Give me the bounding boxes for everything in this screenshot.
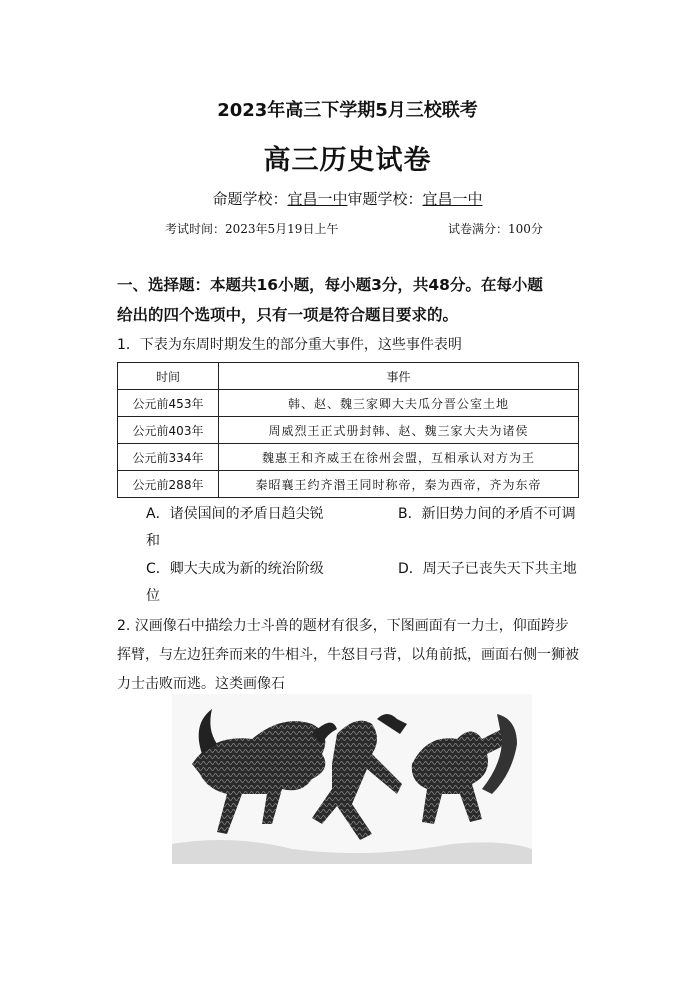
table-row: [118, 417, 579, 444]
q2-line-1: 2. 汉画像石中描绘力士斗兽的题材有很多，下图画面有一力士，仰面跨步: [117, 618, 569, 634]
paper-title: 高三历史试卷: [263, 145, 432, 176]
section-line-2: 给出的四个选项中，只有一项是符合题目要求的。: [117, 306, 459, 324]
q1-stem: 1．下表为东周时期发生的部分重大事件，这些事件表明: [117, 337, 462, 353]
table-row: [118, 444, 579, 471]
events-table: [117, 362, 579, 498]
q1-option-b: B．新旧势力间的矛盾不可调: [398, 506, 576, 522]
exam-time: 考试时间：2023年5月19日上午: [165, 222, 339, 236]
table-cell-event: 秦昭襄王约齐湣王同时称帝，秦为西帝，齐为东帝: [219, 471, 579, 498]
section-line-1: 一、选择题：本题共16小题，每小题3分，共48分。在每小题: [117, 276, 543, 294]
reviewer-school: 宜昌一中: [422, 190, 483, 208]
table-cell-year: 公元前334年: [118, 444, 219, 471]
table-cell-event: 周威烈王正式册封韩、赵、魏三家大夫为诸侯: [219, 417, 579, 444]
reviewer-label: 审题学校：: [347, 190, 423, 208]
school-line: [0, 188, 695, 209]
proposer-school: 宜昌一中: [287, 190, 348, 208]
table-cell-event: 韩、赵、魏三家卿大夫瓜分晋公室土地: [219, 390, 579, 417]
q2-stem: [117, 612, 579, 699]
table-header-row: [118, 363, 579, 390]
exam-title: 2023年高三下学期5月三校联考: [217, 100, 478, 121]
proposer-label: 命题学校：: [212, 190, 288, 208]
han-stone-relief-image: [172, 694, 532, 864]
table-header-time: 时间: [118, 363, 219, 390]
q1-option-d: D．周天子已丧失天下共主地: [398, 561, 577, 577]
full-score: 试卷满分：100分: [448, 222, 543, 236]
q1-option-a: A．诸侯国间的矛盾日趋尖锐: [146, 506, 324, 522]
table-header-event: 事件: [219, 363, 579, 390]
q2-line-3: 力士击败而逃。这类画像石: [117, 676, 285, 692]
q2-line-2: 挥臂，与左边狂奔而来的牛相斗，牛怒目弓背，以角前抵，画面右侧一狮被: [117, 647, 579, 663]
q1-option-c: C．卿大夫成为新的统治阶级: [146, 561, 324, 577]
table-cell-event: 魏惠王和齐威王在徐州会盟，互相承认对方为王: [219, 444, 579, 471]
section-heading: [117, 270, 587, 330]
table-cell-year: 公元前288年: [118, 471, 219, 498]
table-row: [118, 390, 579, 417]
table-row: [118, 471, 579, 498]
table-cell-year: 公元前403年: [118, 417, 219, 444]
q1-option-d-continued: 位: [146, 588, 160, 604]
q1-option-b-continued: 和: [146, 533, 160, 549]
table-cell-year: 公元前453年: [118, 390, 219, 417]
